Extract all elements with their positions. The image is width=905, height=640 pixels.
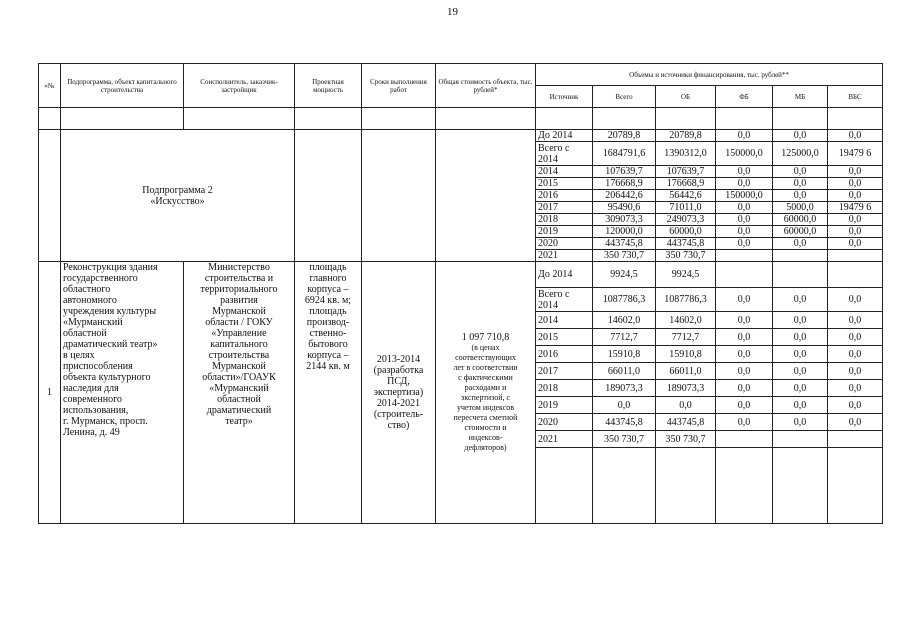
ob-cell: 107639,7: [656, 166, 716, 178]
fb-cell: 0,0: [716, 363, 773, 380]
vbs-cell: 19479 6: [828, 202, 883, 214]
object1-name-line: драматический театр»: [63, 339, 158, 350]
vbs-cell: 0,0: [828, 214, 883, 226]
total-cell: 189073,3: [593, 380, 656, 397]
ob-cell: 71011,0: [656, 202, 716, 214]
subprogram2-title-line2: «Искусство»: [150, 195, 205, 207]
fb-cell: 0,0: [716, 178, 773, 190]
fb-cell: [716, 431, 773, 448]
ob-cell: 443745,8: [656, 238, 716, 250]
subprogram2-title-line1: Подпрограмма 2: [142, 184, 213, 196]
mb-cell: 0,0: [773, 363, 828, 380]
source-cell: 2019: [536, 397, 593, 414]
source-cell: 2016: [536, 346, 593, 363]
source-cell: 2017: [536, 363, 593, 380]
source-cell: 2021: [536, 431, 593, 448]
subprogram2-num-cell: [39, 130, 61, 262]
object1-capacity-line: корпуса –: [307, 350, 349, 361]
source-cell: До 2014: [536, 262, 593, 288]
header-col-source: Источник: [536, 86, 593, 108]
vbs-cell: 0,0: [828, 346, 883, 363]
subprogram2-capacity-cell: [295, 130, 362, 262]
mb-cell: 0,0: [773, 329, 828, 346]
ob-cell: 0,0: [656, 397, 716, 414]
subprogram2-title: [61, 130, 295, 262]
total-cell: 9924,5: [593, 262, 656, 288]
object1-executor-line: Министерство: [208, 262, 270, 273]
object1-terms-line: (строитель-: [373, 409, 424, 420]
object1-executor-line: строительства и: [204, 273, 274, 284]
ob-cell: 176668,9: [656, 178, 716, 190]
fb-cell: 0,0: [716, 414, 773, 431]
ob-cell: 1087786,3: [656, 288, 716, 312]
object1-cost-note-line: лет в соответствии: [453, 363, 518, 372]
header-funding: Объемы и источники финансирования, тыс. рублей**: [536, 64, 883, 86]
ob-cell: 9924,5: [656, 262, 716, 288]
fb-cell: 150000,0: [716, 190, 773, 202]
mb-cell: 0,0: [773, 166, 828, 178]
mb-cell: 0,0: [773, 288, 828, 312]
page-number: 19: [447, 6, 458, 18]
object1-name-line: современного: [63, 394, 122, 405]
object1-name-line: областной: [63, 328, 107, 339]
object1-name-line: Ленина, д. 49: [63, 427, 120, 438]
fb-cell: 150000,0: [716, 142, 773, 166]
source-cell: 2015: [536, 329, 593, 346]
ob-cell: 189073,3: [656, 380, 716, 397]
source-cell: 2014: [536, 166, 593, 178]
vbs-cell: 0,0: [828, 130, 883, 142]
source-line: 2014: [538, 153, 558, 165]
ob-cell: 350 730,7: [656, 431, 716, 448]
ob-cell: 443745,8: [656, 414, 716, 431]
fb-cell: 0,0: [716, 226, 773, 238]
object1-executor-line: «Управление: [211, 328, 267, 339]
object1-terms-line: 2013-2014: [376, 354, 421, 365]
vbs-cell: [828, 262, 883, 288]
fb-cell: [716, 250, 773, 262]
source-cell: До 2014: [536, 130, 593, 142]
header-executor: Соисполнитель, заказчик-застройщик: [184, 64, 295, 108]
source-line: Всего с: [538, 288, 570, 300]
object1-cost-note-line: стоимости и: [464, 423, 507, 432]
total-cell: 1087786,3: [593, 288, 656, 312]
mb-cell: [773, 431, 828, 448]
object1-name-line: Реконструкция здания: [63, 262, 158, 273]
header-col-mb: МБ: [773, 86, 828, 108]
vbs-cell: 0,0: [828, 288, 883, 312]
empty-cell: [773, 448, 828, 524]
mb-cell: 0,0: [773, 380, 828, 397]
header-row-1: [39, 64, 883, 86]
object1-terms-line: ство): [387, 420, 410, 431]
object1-capacity-line: производ-: [306, 317, 350, 328]
header-col-vbs: ВБС: [828, 86, 883, 108]
object1-capacity-line: 2144 кв. м: [306, 361, 350, 372]
object1-cost: [436, 262, 536, 524]
object1-executor-line: Мурманской: [212, 306, 266, 317]
object1-capacity-line: ственно-: [309, 328, 347, 339]
object1-executor-line: театр»: [225, 416, 253, 427]
total-cell: 0,0: [593, 397, 656, 414]
object1-name-line: использования,: [63, 405, 129, 416]
object1-cost-note-line: (в ценах: [471, 343, 500, 352]
vbs-cell: 0,0: [828, 414, 883, 431]
ob-cell: 56442,6: [656, 190, 716, 202]
fb-cell: 0,0: [716, 130, 773, 142]
vbs-cell: [828, 431, 883, 448]
empty-cell: [536, 448, 593, 524]
object1-name-line: «Мурманский: [63, 317, 123, 328]
header-terms: Сроки выполнения работ: [362, 64, 436, 108]
ob-cell: 249073,3: [656, 214, 716, 226]
empty-cell: [716, 448, 773, 524]
total-cell: 350 730,7: [593, 431, 656, 448]
mb-cell: 0,0: [773, 346, 828, 363]
object1-capacity-line: бытового: [308, 339, 348, 350]
object1-cost-note: [438, 343, 533, 453]
object1-name-line: автономного: [63, 295, 117, 306]
spacer-row: [39, 108, 883, 130]
total-cell: 15910,8: [593, 346, 656, 363]
ob-cell: 350 730,7: [656, 250, 716, 262]
empty-cell: [656, 448, 716, 524]
object1-terms-line: экспертиза): [373, 387, 424, 398]
source-cell: 2018: [536, 214, 593, 226]
object1-capacity-line: площадь: [309, 262, 347, 273]
source-cell: [536, 288, 593, 312]
total-cell: 120000,0: [593, 226, 656, 238]
object1-capacity-line: площадь: [309, 306, 347, 317]
header-total-cost: Общая стоимость объекта, тыс. рублей*: [436, 64, 536, 108]
mb-cell: 5000,0: [773, 202, 828, 214]
object1-cost-value: 1 097 710,8: [461, 332, 510, 343]
mb-cell: 0,0: [773, 190, 828, 202]
financing-table: [38, 63, 883, 524]
object1-executor-line: областной: [217, 394, 261, 405]
object1-cost-note-line: дефляторов): [464, 443, 507, 452]
vbs-cell: [828, 250, 883, 262]
total-cell: 107639,7: [593, 166, 656, 178]
object1-executor-line: строительства: [208, 350, 270, 361]
mb-cell: 0,0: [773, 238, 828, 250]
ob-cell: 7712,7: [656, 329, 716, 346]
mb-cell: [773, 250, 828, 262]
header-col-ob: ОБ: [656, 86, 716, 108]
subprogram2-row: [39, 130, 883, 142]
object1-terms-line: 2014-2021: [376, 398, 421, 409]
fb-cell: 0,0: [716, 346, 773, 363]
empty-cell: [828, 448, 883, 524]
ob-cell: 20789,8: [656, 130, 716, 142]
vbs-cell: 0,0: [828, 166, 883, 178]
mb-cell: 0,0: [773, 414, 828, 431]
object1-num: 1: [39, 262, 61, 524]
object1-cost-note-line: экспертизой, с: [460, 393, 511, 402]
source-line: 2014: [538, 299, 558, 311]
fb-cell: 0,0: [716, 329, 773, 346]
object1-cost-note-line: расходами и: [464, 383, 507, 392]
empty-cell: [593, 448, 656, 524]
object1-name-line: в целях: [63, 350, 95, 361]
total-cell: 350 730,7: [593, 250, 656, 262]
total-cell: 309073,3: [593, 214, 656, 226]
mb-cell: [773, 262, 828, 288]
ob-cell: 14602,0: [656, 312, 716, 329]
total-cell: 176668,9: [593, 178, 656, 190]
subprogram2-cost-cell: [436, 130, 536, 262]
ob-cell: 15910,8: [656, 346, 716, 363]
object1-cost-note-line: соответствующих: [455, 353, 516, 362]
mb-cell: 60000,0: [773, 226, 828, 238]
object1-executor-line: области / ГОКУ: [205, 317, 273, 328]
header-num: «№: [39, 64, 61, 108]
total-cell: 20789,8: [593, 130, 656, 142]
object1-capacity-line: 6924 кв. м;: [304, 295, 352, 306]
vbs-cell: 0,0: [828, 312, 883, 329]
mb-cell: 125000,0: [773, 142, 828, 166]
object1-executor-line: Мурманской: [212, 361, 266, 372]
header-capacity: Проектная мощность: [295, 64, 362, 108]
object1-name-line: г. Мурманск, просп.: [63, 416, 148, 427]
object1-executor-line: территориального: [200, 284, 278, 295]
object1-executor-line: развития: [220, 295, 258, 306]
object1-cost-note-line: пересчета сметной: [453, 413, 518, 422]
source-cell: 2018: [536, 380, 593, 397]
vbs-cell: 0,0: [828, 380, 883, 397]
fb-cell: 0,0: [716, 312, 773, 329]
mb-cell: 0,0: [773, 130, 828, 142]
object1-capacity: [295, 262, 362, 524]
vbs-cell: 0,0: [828, 190, 883, 202]
object1-terms-line: (разработка: [373, 365, 424, 376]
mb-cell: 0,0: [773, 312, 828, 329]
object1-name-line: приспособления: [63, 361, 133, 372]
object1-executor-line: «Мурманский: [209, 383, 269, 394]
object1-row: [39, 262, 883, 288]
object1-capacity-line: корпуса –: [307, 284, 349, 295]
object1-capacity-line: главного: [309, 273, 347, 284]
object1-name: [61, 262, 184, 524]
subprogram2-terms-cell: [362, 130, 436, 262]
source-cell: 2017: [536, 202, 593, 214]
source-cell: 2015: [536, 178, 593, 190]
source-cell: 2020: [536, 238, 593, 250]
fb-cell: 0,0: [716, 397, 773, 414]
total-cell: 95490,6: [593, 202, 656, 214]
object1-cost-note-line: учетом индексов: [456, 403, 515, 412]
fb-cell: 0,0: [716, 380, 773, 397]
source-cell: 2019: [536, 226, 593, 238]
mb-cell: 60000,0: [773, 214, 828, 226]
mb-cell: 0,0: [773, 397, 828, 414]
total-cell: 206442,6: [593, 190, 656, 202]
total-cell: 14602,0: [593, 312, 656, 329]
fb-cell: 0,0: [716, 202, 773, 214]
object1-name-line: областного: [63, 284, 111, 295]
object1-cost-note-line: индексов-: [468, 433, 503, 442]
fb-cell: 0,0: [716, 238, 773, 250]
source-cell: [536, 142, 593, 166]
object1-name-line: государственного: [63, 273, 138, 284]
vbs-cell: 19479 6: [828, 142, 883, 166]
source-cell: 2014: [536, 312, 593, 329]
total-cell: 1684791,6: [593, 142, 656, 166]
total-cell: 7712,7: [593, 329, 656, 346]
total-cell: 443745,8: [593, 238, 656, 250]
source-line: Всего с: [538, 142, 570, 154]
ob-cell: 66011,0: [656, 363, 716, 380]
header-subprogram: Подпрограмма, объект капитального строительства: [61, 64, 184, 108]
vbs-cell: 0,0: [828, 363, 883, 380]
total-cell: 66011,0: [593, 363, 656, 380]
fb-cell: 0,0: [716, 288, 773, 312]
source-cell: 2021: [536, 250, 593, 262]
vbs-cell: 0,0: [828, 226, 883, 238]
vbs-cell: 0,0: [828, 178, 883, 190]
object1-executor-line: капитального: [210, 339, 268, 350]
object1-name-line: наследия для: [63, 383, 119, 394]
object1-terms-line: ПСД,: [387, 376, 410, 387]
fb-cell: 0,0: [716, 214, 773, 226]
total-cell: 443745,8: [593, 414, 656, 431]
fb-cell: 0,0: [716, 166, 773, 178]
source-cell: 2020: [536, 414, 593, 431]
vbs-cell: 0,0: [828, 238, 883, 250]
object1-executor-line: драматический: [206, 405, 272, 416]
fb-cell: [716, 262, 773, 288]
ob-cell: 60000,0: [656, 226, 716, 238]
header-col-total: Всего: [593, 86, 656, 108]
object1-name-line: учреждения культуры: [63, 306, 157, 317]
source-cell: 2016: [536, 190, 593, 202]
vbs-cell: 0,0: [828, 397, 883, 414]
object1-terms: [362, 262, 436, 524]
object1-name-line: объекта культурного: [63, 372, 151, 383]
mb-cell: 0,0: [773, 178, 828, 190]
header-col-fb: ФБ: [716, 86, 773, 108]
object1-cost-note-line: с фактическими: [458, 373, 513, 382]
object1-executor-line: области»/ГОАУК: [202, 372, 276, 383]
ob-cell: 1390312,0: [656, 142, 716, 166]
vbs-cell: 0,0: [828, 329, 883, 346]
object1-executor: [184, 262, 295, 524]
